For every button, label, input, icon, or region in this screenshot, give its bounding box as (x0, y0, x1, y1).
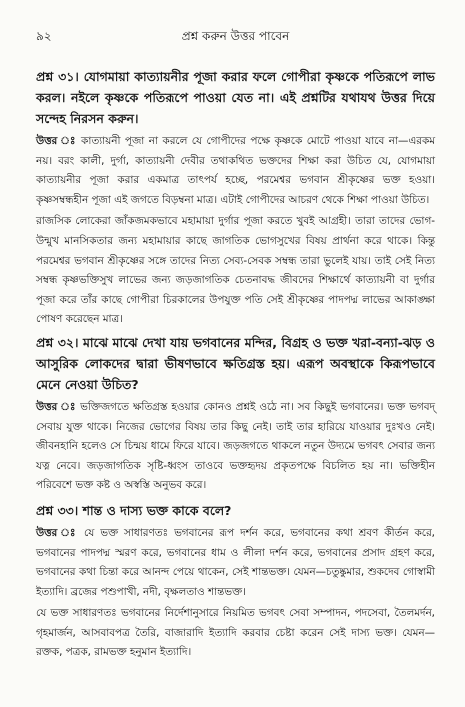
answer-31-paragraph-2: রাজসিক লোকেরা জাঁকজমকভাবে মহামায়া দুর্গার পূজা করতে খুবই আগ্রহী। তারা তাদের ভোগ-উন্মুখ মানসিকতার জন্য মহামায়ার কাছে জাগতিক ভোগসুখের বিষয় প্রার্থনা করে থাকে। কিন্তু পরমেশ্বর ভগবান শ্রীকৃষ্ণের সঙ্গে তাদের নিত্য সেব্য-সেবক সম্বন্ধ তারা ভুলেই যায়। তাই সেই নিত্য সম্বন্ধ কৃষ্ণভক্তিসুখ লাভের জন্য জড়জাগতিক চেতনাবদ্ধ জীবদের শিক্ষার্থে কাত্যায়নী বা দুর্গার পূজা করে তাঁর কাছে গোপীরা চিরকালের উপযুক্ত পতি সেই শ্রীকৃষ্ণের পাদপদ্ম লাভের আকাঙ্ক্ষা পোষণ করেছেন মাত্র। (36, 215, 435, 326)
question-31: প্রশ্ন ৩১। যোগমায়া কাত্যায়নীর পূজা করার ফলে গোপীরা কৃষ্ণকে পতিরূপে লাভ করল। নইলে কৃষ্ণকে পতিরূপে পাওয়া যেত না। এই প্রশ্নটির যথাযথ উত্তর দিয়ে সন্দেহ নিরসন করুন। (36, 69, 435, 126)
question-33: প্রশ্ন ৩৩। শান্ত ও দাস্য ভক্ত কাকে বলে? (36, 502, 232, 518)
answer-31-paragraph-1 (36, 132, 435, 210)
answer-32-text-1: ভক্তিজগতে ক্ষতিগ্রস্ত হওয়ার কোনও প্রশ্নই ওঠে না। সব কিছুই ভগবানের। ভক্ত ভগবদ্ সেবায় যুক্ত থাকে। নিজের ভোগের বিষয় তার কিছু নেই। তাই তার হারিয়ে যাওয়ার দুঃখও নেই। জীবনহানি হলেও সে চিন্ময় ধামে ফিরে যাবে। জড়জগতে থাকলে নতুন উদ্যমে ভগবৎ সেবার জন্য যত্ন নেবে। জড়জাগতিক সৃষ্টি-ধ্বংস তাওবে ভক্তহৃদয় প্রকৃতপক্ষে বিচলিত হয় না। ভক্তিহীন পরিবেশে ভক্ত কষ্ট ও অস্বস্তি অনুভব করে। (36, 400, 435, 492)
question-32: প্রশ্ন ৩২। মাঝে মাঝে দেখা যায় ভগবানের মন্দির, বিগ্রহ ও ভক্ত খরা-বন্যা-ঝড় ও আসুরিক লোকদের দ্বারা ভীষণভাবে ক্ষতিগ্রস্ত হয়। এরূপ অবস্থাকে কিরূপভাবে মেনে নেওয়া উচিত? (36, 334, 435, 392)
page-number: ৯২ (36, 29, 52, 43)
running-head: প্রশ্ন করুন উত্তর পাবেন (181, 29, 290, 43)
answer-33-paragraph-2: যে ভক্ত সাধারণতঃ ভগবানের নির্দেশানুসারে নিয়মিত ভগবৎ সেবা সম্পাদন, পদসেবা, তৈলমর্দন, গৃহমার্জন, আসবাবপত্র তৈরি, বাজারাদি ইত্যাদি করবার চেষ্টা করেন সেই দাস্য ভক্ত। যেমন—রক্তক, পত্রক, রামভক্ত হনুমান ইত্যাদি। (36, 607, 435, 659)
answer-label: উত্তর ঃ (36, 526, 79, 539)
answer-label: উত্তর ঃ (36, 135, 77, 147)
answer-33-paragraph-1 (36, 524, 435, 602)
answer-33-text-1: যে ভক্ত সাধারণতঃ ভগবানের রূপ দর্শন করে, ভগবানের কথা শ্রবণ কীর্তন করে, ভগবানের পাদপদ্ম স্মরণ করে, ভগবানের ধাম ও লীলা দর্শন করে, ভগবানের প্রসাদ গ্রহণ করে, ভগবানের কথা চিন্তা করে আনন্দ পেয়ে থাকেন, সেই শান্তভক্ত। যেমন—চতুষ্কুমার, শুকদেব গোস্বামী ইত্যাদি। ব্রজের পশুপাখী, নদী, বৃক্ষলতাও শান্তভক্ত। (36, 526, 435, 598)
answer-31-text-1: কাত্যায়নী পূজা না করলে যে গোপীদের পক্ষে কৃষ্ণকে মোটে পাওয়া যাবে না—এরকম নয়। বরং কালী, দুর্গা, কাত্যায়নী দেবীর তথাকথিত ভক্তদের শিক্ষা করা উচিত যে, যোগমায়া কাত্যায়নীর পূজা করার একমাত্র তাৎপর্য হচ্ছে, পরমেশ্বর ভগবান শ্রীকৃষ্ণের ভক্ত হওয়া। কৃষ্ণসম্বন্ধহীন পূজা এই জগতে বিড়ম্বনা মাত্র। এটাই গোপীদের আচরণ থেকে শিক্ষা পাওয়া উচিত। (36, 135, 436, 206)
page-header (36, 28, 435, 46)
answer-32-paragraph-1 (36, 398, 435, 496)
answer-label: উত্তর ঃ (36, 400, 77, 413)
